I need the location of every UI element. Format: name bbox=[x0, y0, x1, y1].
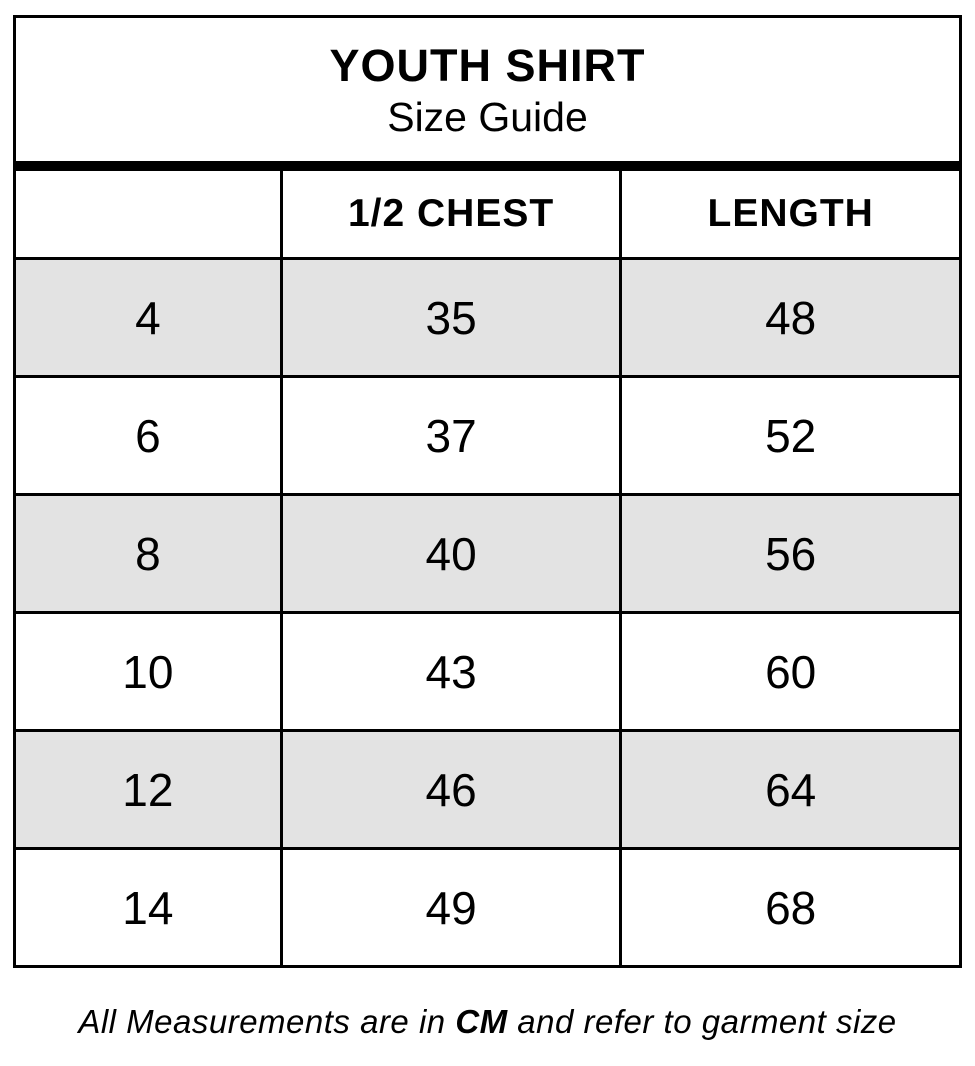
size-guide-table bbox=[13, 15, 962, 968]
size-value: 6 bbox=[15, 377, 282, 495]
half-chest-value: 37 bbox=[281, 377, 621, 495]
table-row-size-4 bbox=[15, 259, 961, 377]
size-value: 4 bbox=[15, 259, 282, 377]
half-chest-value: 49 bbox=[281, 849, 621, 967]
length-value: 52 bbox=[621, 377, 961, 495]
half-chest-value: 40 bbox=[281, 495, 621, 613]
title-row bbox=[15, 17, 961, 167]
table-row-size-14 bbox=[15, 849, 961, 967]
size-value: 14 bbox=[15, 849, 282, 967]
length-value: 48 bbox=[621, 259, 961, 377]
measurement-note-unit: CM bbox=[455, 1003, 508, 1040]
size-value: 12 bbox=[15, 731, 282, 849]
title-cell bbox=[15, 17, 961, 167]
column-header-size bbox=[15, 166, 282, 259]
length-value: 68 bbox=[621, 849, 961, 967]
table-title: YOUTH SHIRT bbox=[329, 39, 646, 91]
measurement-note-prefix: All Measurements are in bbox=[78, 1003, 456, 1040]
column-header-row bbox=[15, 166, 961, 259]
table-subtitle: Size Guide bbox=[387, 94, 588, 141]
half-chest-value: 46 bbox=[281, 731, 621, 849]
table-row-size-12 bbox=[15, 731, 961, 849]
measurement-note bbox=[0, 1003, 975, 1041]
measurement-note-suffix: and refer to garment size bbox=[507, 1003, 897, 1040]
half-chest-value: 35 bbox=[281, 259, 621, 377]
length-value: 56 bbox=[621, 495, 961, 613]
table-row-size-8 bbox=[15, 495, 961, 613]
column-header-half-chest: 1/2 CHEST bbox=[281, 166, 621, 259]
table-row-size-6 bbox=[15, 377, 961, 495]
size-value: 8 bbox=[15, 495, 282, 613]
length-value: 64 bbox=[621, 731, 961, 849]
table-row-size-10 bbox=[15, 613, 961, 731]
half-chest-value: 43 bbox=[281, 613, 621, 731]
size-value: 10 bbox=[15, 613, 282, 731]
column-header-length: LENGTH bbox=[621, 166, 961, 259]
length-value: 60 bbox=[621, 613, 961, 731]
